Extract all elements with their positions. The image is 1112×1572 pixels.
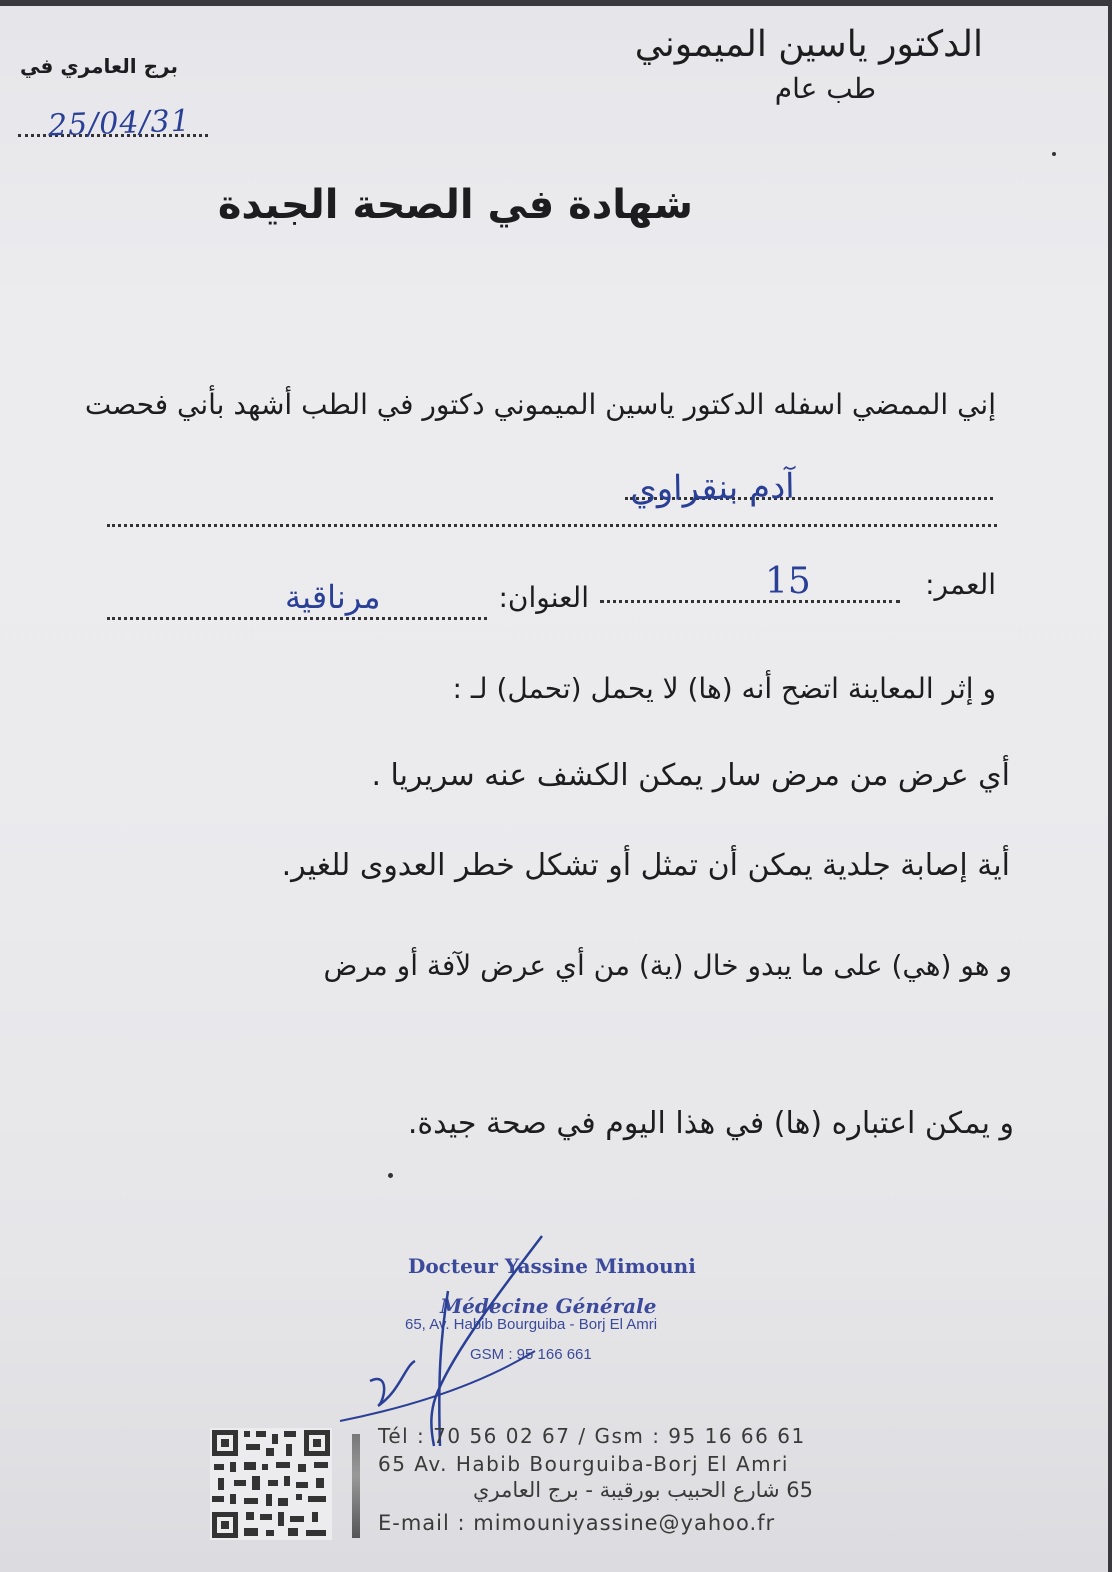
patient-second-dotted-line bbox=[107, 524, 997, 527]
stamp-gsm: GSM : 95 166 661 bbox=[470, 1346, 592, 1363]
footer-email: E-mail : mimouniyassine@yahoo.fr bbox=[378, 1511, 776, 1535]
age-label: العمر: bbox=[925, 568, 996, 601]
patient-name-handwritten: آدم بنقراوي bbox=[629, 466, 795, 510]
address-label: العنوان: bbox=[498, 581, 589, 614]
condition-item-2: أية إصابة جلدية يمكن أن تمثل أو تشكل خطر العدوى للغير. bbox=[281, 848, 1010, 883]
conclusion-statement: و يمكن اعتباره (ها) في هذا اليوم في صحة جيدة. bbox=[407, 1106, 1014, 1141]
address-dotted-line bbox=[107, 617, 487, 620]
certificate-title: شهادة في الصحة الجيدة bbox=[217, 182, 693, 228]
ink-dot bbox=[388, 1173, 393, 1178]
address-handwritten: مرناقية bbox=[285, 578, 381, 616]
declaration-line: إني الممضي اسفله الدكتور ياسين الميموني دكتور في الطب أشهد بأني فحصت bbox=[84, 388, 996, 421]
certificate-page bbox=[0, 6, 1108, 1572]
footer-divider bbox=[352, 1434, 360, 1538]
stamp-address: 65, Av. Habib Bourguiba - Borj El Amri bbox=[405, 1316, 658, 1333]
stamp-doctor-name: Docteur Yassine Mimouni bbox=[408, 1254, 696, 1278]
footer-phones: Tél : 70 56 02 67 / Gsm : 95 16 66 61 bbox=[378, 1424, 806, 1448]
date-handwritten: 25/04/31 bbox=[47, 103, 192, 144]
qr-code-icon bbox=[210, 1428, 332, 1540]
footer-address-french: 65 Av. Habib Bourguiba-Borj El Amri bbox=[378, 1452, 789, 1476]
condition-item-1: أي عرض من مرض سار يمكن الكشف عنه سريريا . bbox=[371, 758, 1010, 793]
condition-item-3: و هو (هي) على ما يبدو خال (ية) من أي عرض لآفة أو مرض bbox=[323, 949, 1012, 982]
location-label: برج العامري في bbox=[20, 54, 178, 78]
doctor-name-arabic: الدكتور ياسين الميموني bbox=[634, 24, 983, 65]
stamp-specialty: Médecine Générale bbox=[440, 1294, 657, 1318]
footer-address-arabic: 65 شارع الحبيب بورقيبة - برج العامري bbox=[473, 1478, 813, 1502]
doctor-specialty-arabic: طب عام bbox=[774, 72, 876, 105]
examination-statement: و إثر المعاينة اتضح أنه (ها) لا يحمل (تحمل) لـ : bbox=[452, 672, 996, 705]
ink-dot bbox=[1052, 152, 1056, 156]
age-handwritten: 15 bbox=[765, 561, 811, 602]
age-dotted-line bbox=[600, 600, 900, 603]
